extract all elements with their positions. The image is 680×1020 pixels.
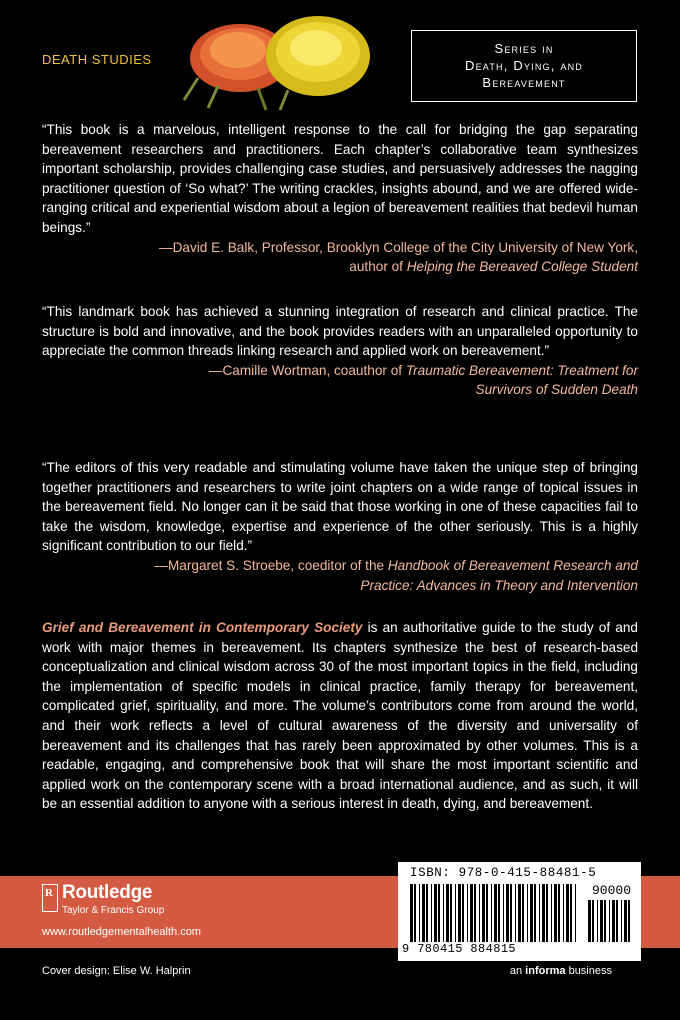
description-body: is an authoritative guide to the study of and work with major themes in bereavement. Its chapters synthesize the best of research-based conceptualization and clinical wisdom across 30 of the most important topics in the field, including the implementation of specific models in clinical practice, family therapy for bereavement, complicated grief, spirituality, and more. The volume’s contributors come from around the world, and their work reflects a level of cultural awareness of the diversity and universality of bereavement and its challenges that has rarely been approximated by other volumes. This is a readable, engaging, and comprehensive book that will share the most important scientific and applied work on the contemporary scene with a broad international audience, and as such, it will be an essential addition to anyone with a serious interest in death, dying, and bereavement. xyxy=(42,620,638,812)
barcode-bars-icon xyxy=(410,884,580,942)
quote-1-attribution xyxy=(42,238,638,277)
description-book-title: Grief and Bereavement in Contemporary Society xyxy=(42,620,363,635)
informa-post: business xyxy=(565,965,612,977)
quote-3-book-title-1: Handbook of Bereavement Research and xyxy=(387,557,638,573)
protea-flowers-image xyxy=(178,8,378,112)
publisher-sub: Taylor & Francis Group xyxy=(62,905,165,916)
price-barcode-bars-icon xyxy=(588,900,634,942)
logo-letter: R xyxy=(45,887,53,899)
publisher-name: Routledge xyxy=(62,882,153,903)
routledge-logo-icon xyxy=(42,884,58,912)
series-box-line-1: Series in xyxy=(494,41,554,56)
series-box xyxy=(411,30,637,102)
price-code: 90000 xyxy=(592,883,632,898)
quote-1-text: “This book is a marvelous, intelligent response to the call for bridging the gap separating bereavement researchers and practitioners. Each chapter’s collaborative team synthesizes important scholarship, provides challenging case studies, and persuasively addresses the nagging practitioner question of ‘So what?’ The writing crackles, insights abound, and we are offered wide-ranging critical and experiential wisdom about a legion of bereavement realities that bedevil human beings.” xyxy=(42,122,638,235)
barcode-number: 9 780415 884815 xyxy=(402,942,517,956)
quote-2 xyxy=(42,302,638,400)
quote-2-attribution xyxy=(42,361,638,400)
quote-1-book-title: Helping the Bereaved College Student xyxy=(406,259,638,275)
barcode xyxy=(398,862,641,961)
publisher-url[interactable]: www.routledgementalhealth.com xyxy=(42,926,201,938)
series-box-line-2: Death, Dying, and xyxy=(465,58,583,73)
quote-3 xyxy=(42,458,638,595)
informa-pre: an xyxy=(509,965,526,977)
quote-2-attr-pre: —Camille Wortman, coauthor of xyxy=(208,362,406,378)
informa-tagline xyxy=(510,965,612,977)
quote-1-attr-pre: author of xyxy=(349,259,407,275)
quote-1 xyxy=(42,120,638,277)
quote-2-book-title-1: Traumatic Bereavement: Treatment for xyxy=(405,362,638,378)
quote-3-attribution xyxy=(42,556,638,595)
quote-2-text: “This landmark book has achieved a stunning integration of research and clinical practice. The structure is bold and innovative, and the book provides readers with an unparalleled opportunity to appreciate the common threads linking research and applied work on bereavement.” xyxy=(42,304,638,359)
isbn-text: ISBN: 978-0-415-88481-5 xyxy=(410,866,597,880)
informa-bold: informa xyxy=(525,965,566,977)
series-box-line-3: Bereavement xyxy=(482,75,566,90)
book-description xyxy=(42,618,638,814)
quote-2-book-title-2: Survivors of Sudden Death xyxy=(475,382,638,398)
description-text xyxy=(42,618,638,814)
cover-design-credit: Cover design: Elise W. Halprin xyxy=(42,965,191,977)
quote-3-attr-pre: —Margaret S. Stroebe, coeditor of the xyxy=(154,557,388,573)
quote-3-text: “The editors of this very readable and stimulating volume have taken the unique step of bringing together practitioners and researchers to write joint chapters on a wide range of topical issues in the bereavement field. No longer can it be said that those working in one of these capacities fail to take the wisdom, knowledge, expertise and experience of the other seriously. This is a highly significant contribution to our field.” xyxy=(42,460,638,554)
quote-1-attr-line1: —David E. Balk, Professor, Brooklyn College of the City University of New York, xyxy=(159,239,638,255)
series-label: DEATH STUDIES xyxy=(42,52,152,67)
quote-3-book-title-2: Practice: Advances in Theory and Intervention xyxy=(360,577,638,593)
